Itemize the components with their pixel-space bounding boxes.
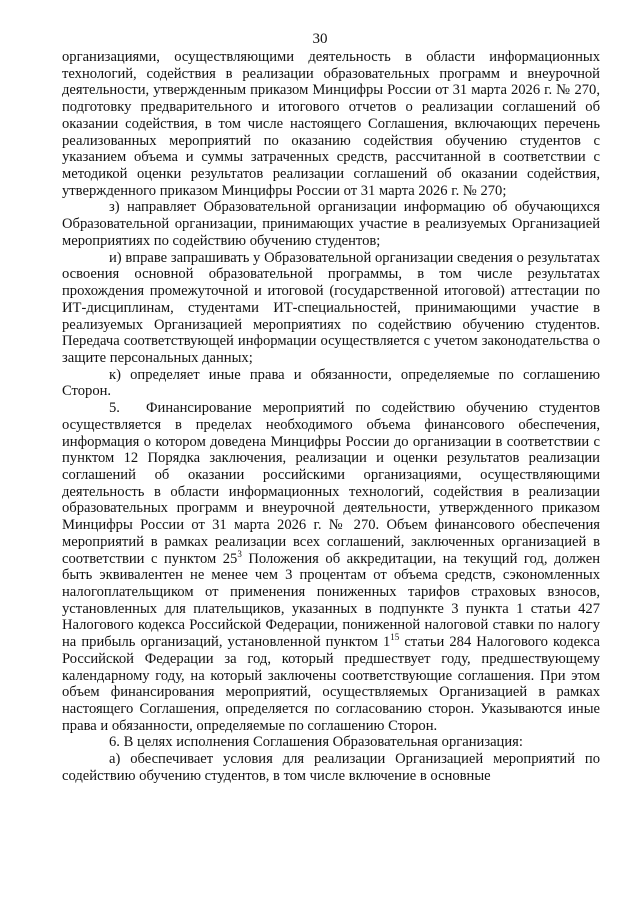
document-body [62, 49, 600, 785]
section-5-text-c: статьи 284 Налогового кодекса Российской Федерации за год, который предшествует году, предшествующему календарному году, на который заключены соответствующие соглашения. При этом объем финансирования мероприятий, осуществляемых Организацией в рамках настоящего Соглашения, определяется по согласованию сторон. Указываются иные права и обязанности, определяемые по соглашению Сторон. [62, 634, 600, 734]
paragraph-section-6: 6. В целях исполнения Соглашения Образовательная организация: [109, 734, 523, 751]
paragraph-continuation: организациями, осуществляющими деятельность в области информационных технологий, содействия в реализации образовательных программ и внеурочной деятельности, утвержденным приказом Минцифры России от 31 марта 2026 г. № 270, подготовку предварительного и итогового отчетов о реализации соглашений об оказании содействия, в том числе настоящего Соглашения, включающих перечень реализованных мероприятий по оказанию содействия обучению студентов с указанием объема и суммы затраченных средств, рассчитанной в соответствии с методикой оценки результатов реализации соглашений об оказании содействия, утвержденного приказом Минцифры России от 31 марта 2026 г. № 270; [62, 49, 600, 199]
paragraph-item-i: и) вправе запрашивать у Образовательной организации сведения о результатах освоения основной образовательной программы, в том числе результатах прохождения промежуточной и итоговой (государственной итоговой) аттестации по ИТ-дисциплинам, студентами ИТ-специальностей, принимающими участие в реализуемых Организацией мероприятиях по содействию обучению студентов. Передача соответствующей информации осуществляется с учетом законодательства о защите персональных данных; [62, 249, 600, 366]
section-5-number: 5. [109, 400, 120, 417]
paragraph-item-a: а) обеспечивает условия для реализации Организацией мероприятий по содействию обучению студентов, в том числе включение в основные [62, 751, 600, 784]
paragraph-item-z: з) направляет Образовательной организации информацию об обучающихся Образовательной организации, принимающих участие в реализуемых Организацией мероприятиях по содействию обучению студентов; [62, 199, 600, 249]
section-5-text-b: Положения об аккредитации, на текущий год, должен быть эквивалентен не менее чем 3 процентам от объема средств, сэкономленных налогоплательщиком от применения пониженных тарифов страховых взносов, установленных для плательщиков, указанных в подпункте 3 пункта 1 статьи 427 Налогового кодекса Российской Федерации, пониженной налоговой ставки по налогу на прибыль организаций, установленной пунктом 1 [62, 550, 601, 651]
paragraph-section-5 [62, 400, 600, 734]
footnote-mark-2: 15 [390, 632, 400, 643]
paragraph-item-k: к) определяет иные права и обязанности, определяемые по соглашению Сторон. [62, 366, 600, 400]
section-5-text-a: Финансирование мероприятий по содействию обучению студентов осуществляется в пределах необходимого объема финансового обеспечения, информация о котором доведена Минцифры России до организации в соответствии с пунктом 12 Порядка заключения, реализации и оценки результатов реализации соглашений об оказании российскими организациями, осуществляющими деятельность в области информационных технологий, содействия в реализации образовательных программ и внеурочной деятельности, утвержденного приказом Минцифры России от 31 марта 2026 г. № 270. Объем финансового обеспечения мероприятий в рамках реализации всех соглашений, заключенных организацией в соответствии с пунктом 25 [62, 400, 600, 567]
page-number: 30 [312, 31, 328, 47]
footnote-mark-1: 3 [237, 548, 242, 559]
